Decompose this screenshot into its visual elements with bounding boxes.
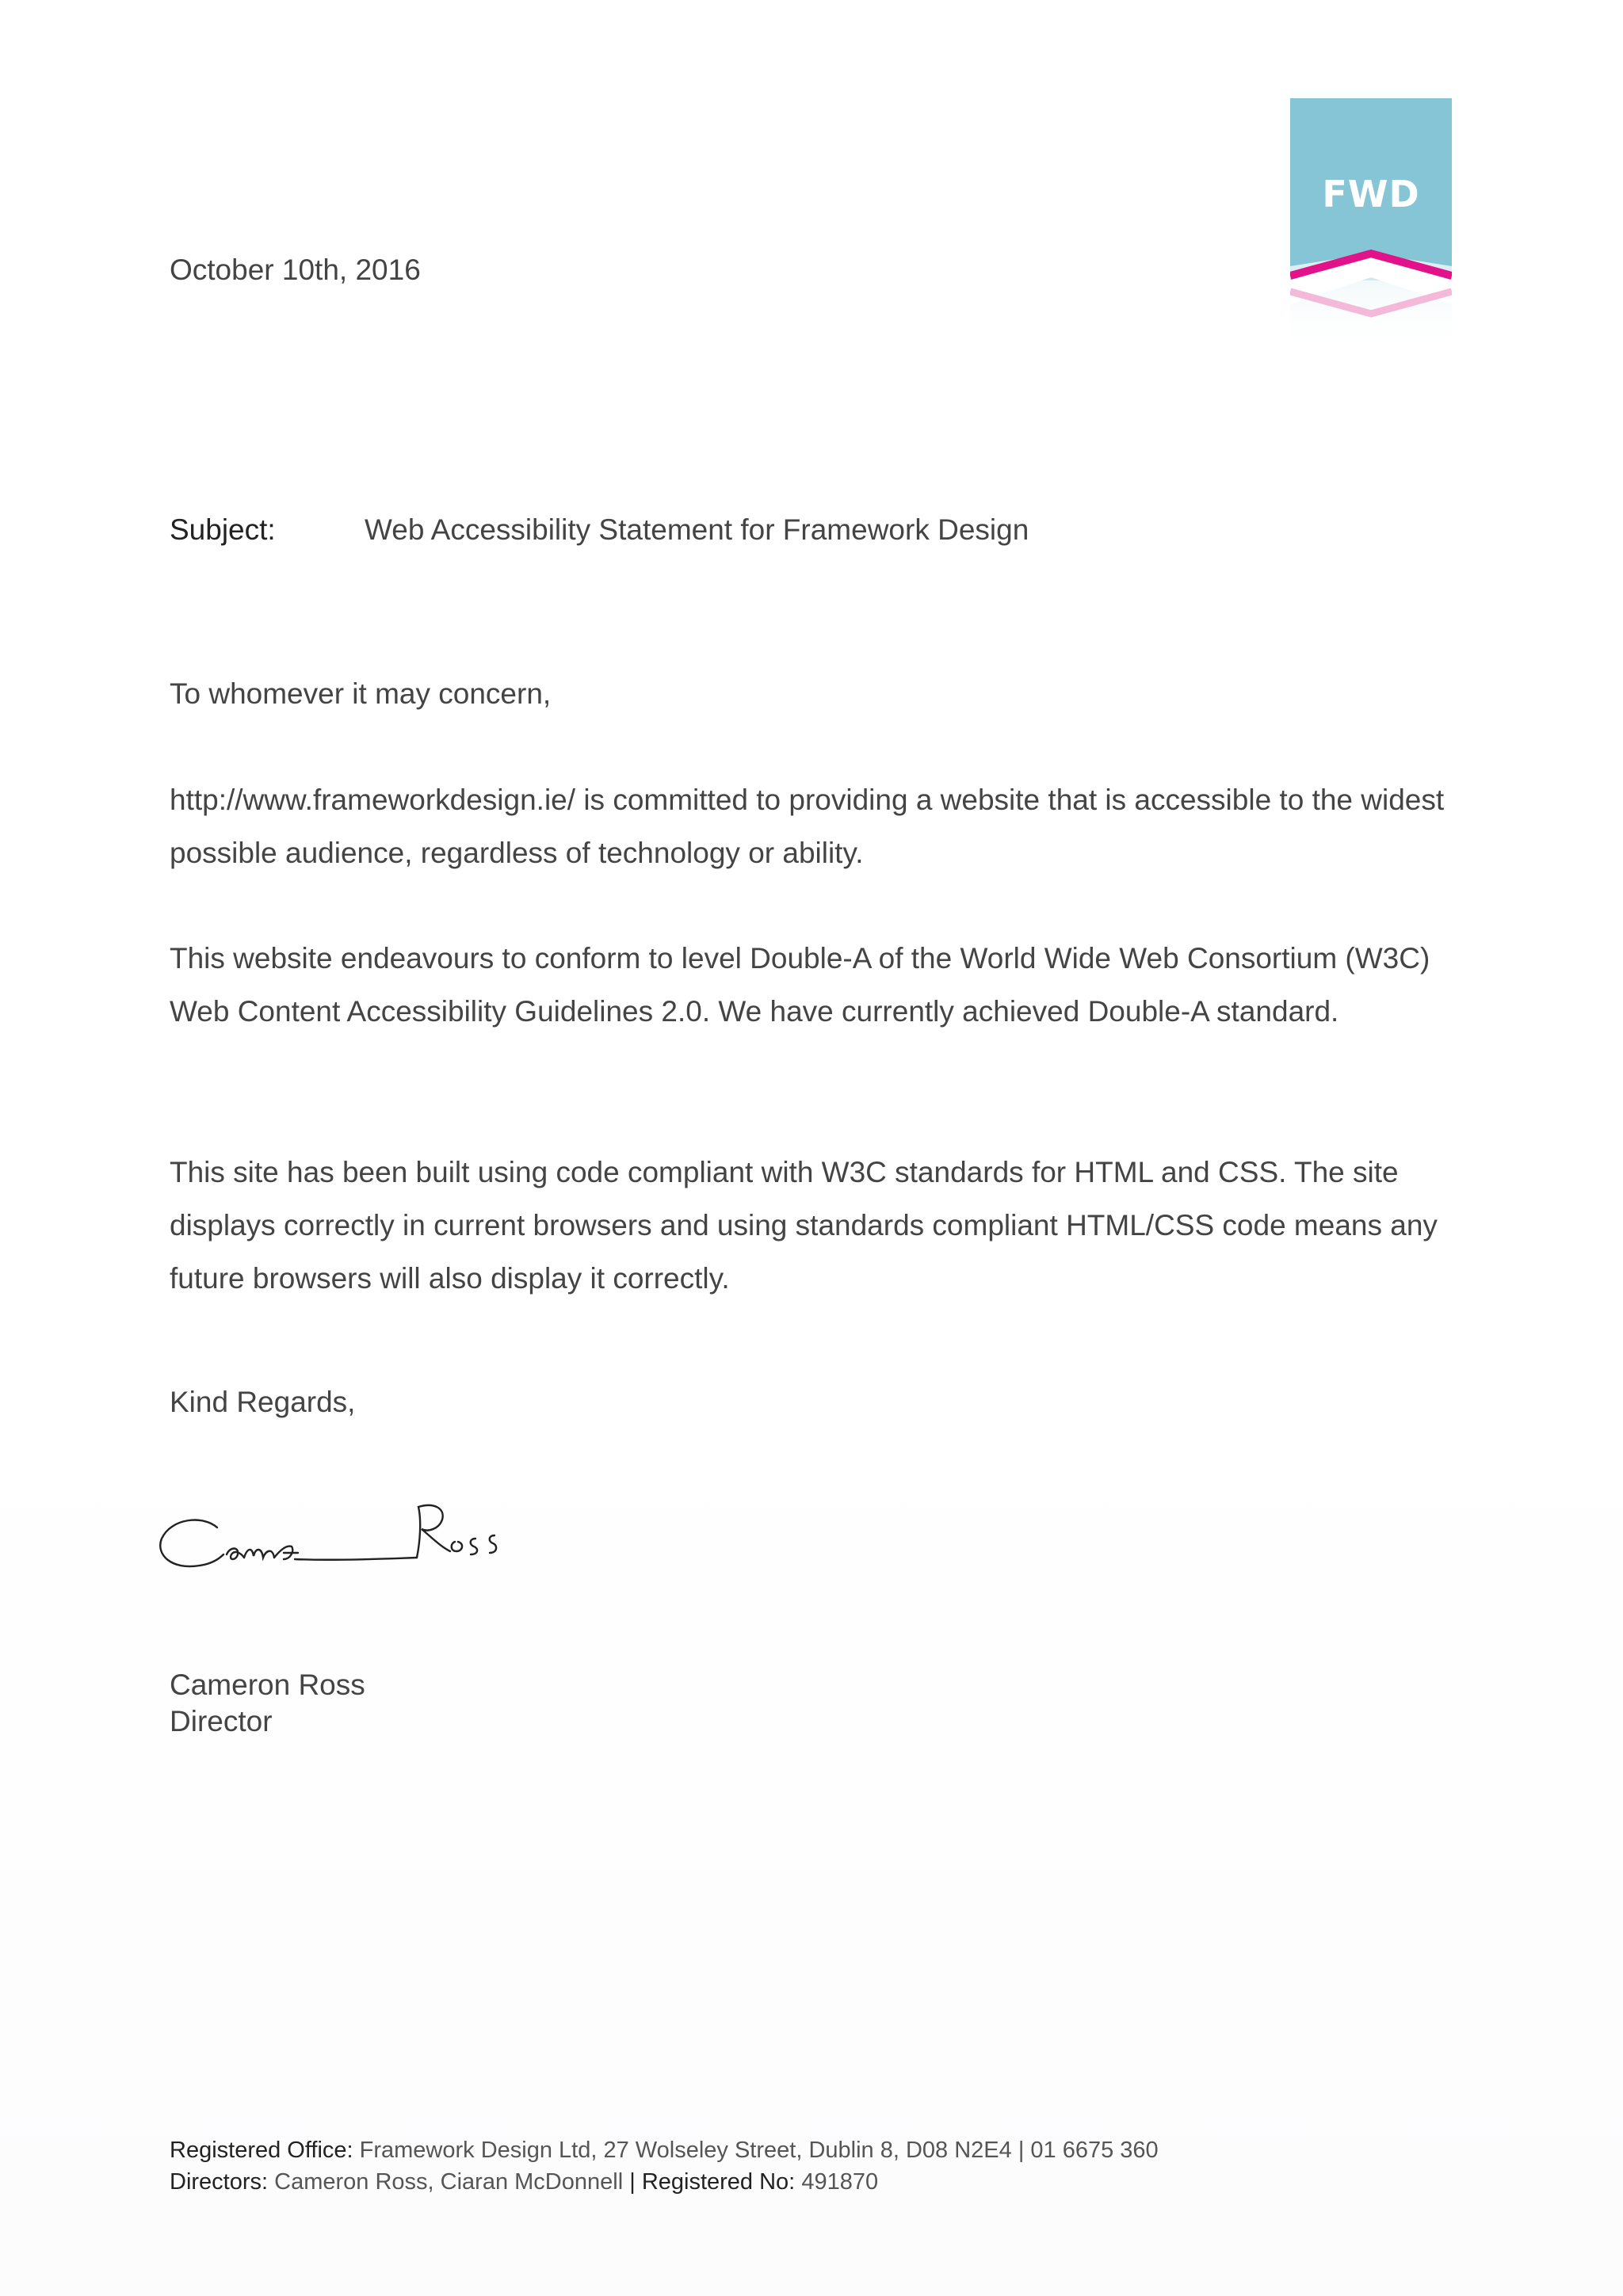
paragraph-standards: This site has been built using code compliant with W3C standards for HTML and CSS. The site displays correctly in current browsers and using standards compliant HTML/CSS code means any future browsers will also display it correctly. [170, 1156, 1438, 1295]
footer-directors-label: Directors: [170, 2169, 269, 2195]
handwritten-signature [155, 1497, 536, 1592]
closing: Kind Regards, [170, 1386, 356, 1418]
subject-label: Subject: [170, 513, 276, 546]
footer-directors-line [170, 2166, 1159, 2198]
paragraph-wcag: This website endeavours to conform to level Double-A of the World Wide Web Consortium (W3C) Web Content Accessibility Guidelines 2.0. We have currently achieved Double-A standard. [170, 942, 1430, 1028]
fwd-logo [1290, 98, 1452, 352]
signatory-name: Cameron Ross [170, 1669, 365, 1701]
footer-office-value: Framework Design Ltd, 27 Wolseley Street, Dublin 8, D08 N2E4 | 01 6675 360 [359, 2138, 1159, 2163]
footer-reg-value: 491870 [801, 2169, 879, 2195]
signatory-title: Director [170, 1705, 273, 1737]
footer-directors-value: Cameron Ross, Ciaran McDonnell [274, 2169, 624, 2195]
letter-date: October 10th, 2016 [170, 254, 421, 286]
signatory-block [170, 1667, 365, 1740]
subject-line [170, 513, 1029, 547]
paragraph-commitment: http://www.frameworkdesign.ie/ is committed to providing a website that is accessible to the widest possible audience, regardless of technology or ability. [170, 784, 1445, 869]
salutation: To whomever it may concern, [170, 677, 552, 710]
footer-separator: | [629, 2169, 636, 2195]
footer-reg-label: Registered No: [641, 2169, 796, 2195]
footer-office-label: Registered Office: [170, 2138, 353, 2163]
letter-footer [170, 2134, 1159, 2198]
logo-text: FWD [1322, 173, 1420, 215]
subject-text: Web Accessibility Statement for Framework Design [365, 513, 1029, 546]
logo-banner-graphic [1290, 98, 1452, 352]
footer-office-line [170, 2134, 1159, 2166]
